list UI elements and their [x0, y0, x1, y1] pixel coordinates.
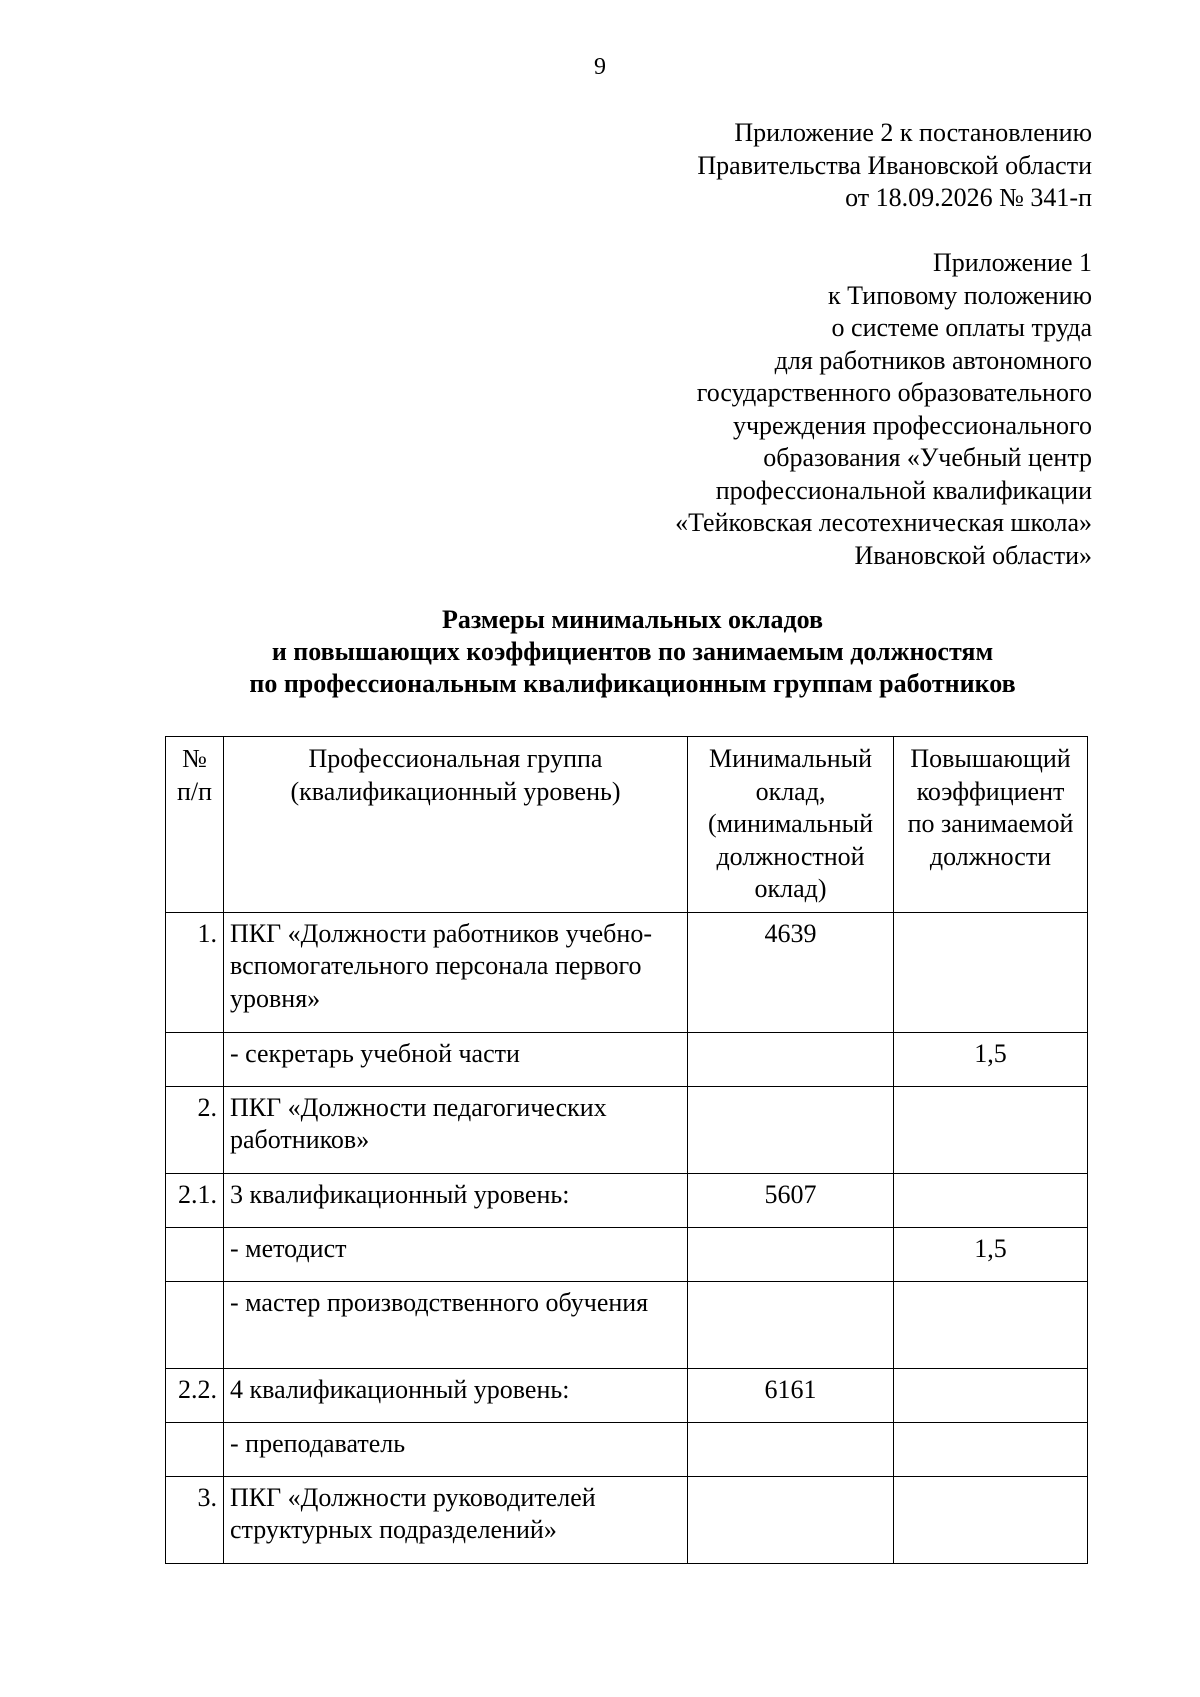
row-salary — [688, 1422, 894, 1476]
title-line: Размеры минимальных окладов — [441, 605, 824, 634]
row-salary — [688, 1086, 894, 1173]
table-row — [166, 1476, 1088, 1563]
row-salary — [688, 1281, 894, 1368]
row-number: 2.1. — [166, 1173, 224, 1227]
document-title — [0, 604, 1200, 700]
row-coefficient — [894, 1476, 1088, 1563]
row-number — [166, 1422, 224, 1476]
row-group: 3 квалификационный уровень: — [224, 1173, 688, 1227]
row-coefficient: 1,5 — [894, 1227, 1088, 1281]
table-row — [166, 912, 1088, 1032]
row-number: 2. — [166, 1086, 224, 1173]
annex-sub-line: о системе оплаты труда — [831, 313, 1092, 342]
row-group: 4 квалификационный уровень: — [224, 1368, 688, 1422]
row-group: - секретарь учебной части — [224, 1032, 688, 1086]
row-number: 1. — [166, 912, 224, 1032]
annex-main-line: Правительства Ивановской области — [697, 150, 1092, 180]
row-coefficient — [894, 1368, 1088, 1422]
row-coefficient — [894, 1422, 1088, 1476]
row-number: 3. — [166, 1476, 224, 1563]
row-salary — [688, 1476, 894, 1563]
row-group: - методист — [224, 1227, 688, 1281]
table-row — [166, 1368, 1088, 1422]
table-row — [166, 1173, 1088, 1227]
table-header-row — [166, 737, 1088, 913]
title-line: и повышающих коэффициентов по занимаемым должностям — [271, 637, 994, 666]
row-salary — [688, 1032, 894, 1086]
row-group: ПКГ «Должности педагогических работников» — [224, 1086, 688, 1173]
annex-sub-line: образования «Учебный центр — [763, 443, 1092, 472]
row-coefficient — [894, 912, 1088, 1032]
row-group: ПКГ «Должности работников учебно-вспомогательного персонала первого уровня» — [224, 912, 688, 1032]
row-group: ПКГ «Должности руководителей структурных подразделений» — [224, 1476, 688, 1563]
row-group: - мастер производственного обучения — [224, 1281, 688, 1368]
row-salary: 4639 — [688, 912, 894, 1032]
annex-main-line: от 18.09.2026 № 341-п — [845, 183, 1092, 212]
annex-sub-line: «Тейковская лесотехническая школа» — [675, 508, 1092, 537]
table-row — [166, 1227, 1088, 1281]
row-number — [166, 1281, 224, 1368]
row-number — [166, 1032, 224, 1086]
annex-main-line: Приложение 2 к постановлению — [734, 118, 1092, 147]
salary-table — [165, 736, 1088, 1564]
annex-sub-line: государственного образовательного — [696, 378, 1092, 407]
table-row — [166, 1086, 1088, 1173]
annex-sub-line: Приложение 1 — [932, 248, 1092, 277]
row-coefficient — [894, 1086, 1088, 1173]
row-salary: 6161 — [688, 1368, 894, 1422]
page-number: 9 — [594, 54, 606, 80]
row-coefficient: 1,5 — [894, 1032, 1088, 1086]
table-row — [166, 1032, 1088, 1086]
row-salary — [688, 1227, 894, 1281]
table-row — [166, 1281, 1088, 1368]
header-coefficient: Повышающий коэффициент по занимаемой должности — [894, 737, 1088, 913]
title-line: по профессиональным квалификационным группам работников — [249, 669, 1016, 698]
annex-sub-line: для работников автономного — [774, 345, 1092, 375]
annex-sub-line: к Типовому положению — [827, 280, 1092, 310]
header-professional-group: Профессиональная группа (квалификационный уровень) — [224, 737, 688, 913]
annex-sub-line: Ивановской области» — [854, 540, 1092, 570]
row-salary: 5607 — [688, 1173, 894, 1227]
row-coefficient — [894, 1281, 1088, 1368]
table-row — [166, 1422, 1088, 1476]
annex-sub-reference — [675, 247, 1092, 572]
row-number — [166, 1227, 224, 1281]
row-group: - преподаватель — [224, 1422, 688, 1476]
row-number: 2.2. — [166, 1368, 224, 1422]
annex-sub-line: профессиональной квалификации — [715, 475, 1092, 505]
header-number: № п/п — [166, 737, 224, 913]
annex-sub-line: учреждения профессионального — [732, 410, 1092, 440]
header-minimum-salary: Минимальный оклад, (минимальный должностной оклад) — [688, 737, 894, 913]
row-coefficient — [894, 1173, 1088, 1227]
annex-main-reference — [697, 117, 1092, 215]
